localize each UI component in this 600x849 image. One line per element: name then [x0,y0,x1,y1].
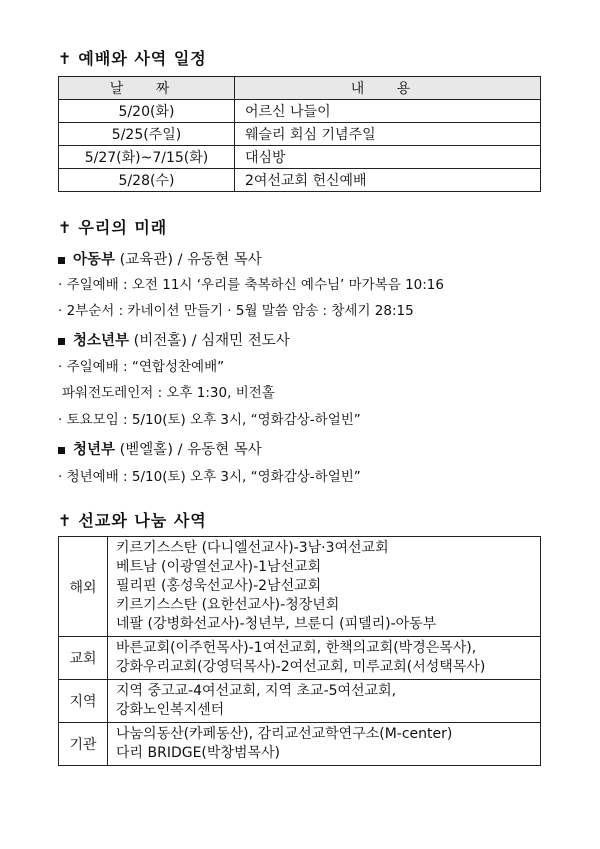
row-content: 어르신 나들이 [235,100,541,123]
mission-key: 해외 [59,537,108,637]
cross-icon: ✝ [58,49,73,68]
table-row [59,723,541,766]
row-content: 웨슬리 회심 기념주일 [235,123,541,146]
mission-value: 나눔의동산(카페동산), 감리교선교학연구소(M-center) 다리 BRIDGE(박창범목사) [108,723,541,766]
header-date: 날 짜 [59,77,235,100]
table-row [59,637,541,680]
row-date: 5/20(화) [59,100,235,123]
youth-line-2: 파워전도레인저 : 오후 1:30, 비전홀 [62,385,275,401]
table-row [59,146,541,169]
mission-value: 키르기스스탄 (다니엘선교사)-3남·3여선교회 베트남 (이광열선교사)-1남선교회 필리핀 (홍성욱선교사)-2남선교회 키르기스스탄 (요한선교사)-청장년회 네팔 (강병화선교사)-청년부, 브룬디 (피델리)-아동부 [108,537,541,637]
table-row [59,680,541,723]
youth-line-3: · 토요모임 : 5/10(토) 오후 3시, “영화감상-하얼빈” [58,412,361,428]
mission-key: 기관 [59,723,108,766]
table-row [59,169,541,192]
young-adult-line-1: · 청년예배 : 5/10(토) 오후 3시, “영화감상-하얼빈” [58,469,361,485]
row-date: 5/27(화)~7/15(화) [59,146,235,169]
children-line-2: · 2부순서 : 카네이션 만들기 · 5월 말씀 암송 : 창세기 28:15 [58,303,414,319]
table-row [59,537,541,637]
table-header-row [59,77,541,100]
children-line-1: · 주일예배 : 오전 11시 ‘우리를 축복하신 예수님’ 마가복음 10:16 [58,277,444,293]
section-title-schedule: ✝ 예배와 사역 일정 [58,49,207,68]
square-bullet-icon [58,257,65,264]
section-title-future: ✝ 우리의 미래 [58,218,168,237]
dept-children: 아동부 (교육관) / 유동현 목사 [58,248,262,269]
row-date: 5/25(주일) [59,123,235,146]
row-content: 대심방 [235,146,541,169]
cross-icon: ✝ [58,511,73,530]
table-row [59,123,541,146]
mission-key: 교회 [59,637,108,680]
table-row [59,100,541,123]
row-date: 5/28(수) [59,169,235,192]
youth-line-1: · 주일예배 : “연합성찬예배” [58,359,225,375]
row-content: 2여선교회 헌신예배 [235,169,541,192]
dept-youth: 청소년부 (비전홀) / 심재민 전도사 [58,329,290,350]
cross-icon: ✝ [58,218,73,237]
schedule-table [58,76,541,192]
mission-key: 지역 [59,680,108,723]
mission-value: 지역 중고교-4여선교회, 지역 초교-5여선교회, 강화노인복지센터 [108,680,541,723]
square-bullet-icon [58,447,65,454]
mission-table [58,536,541,766]
header-content: 내 용 [235,77,541,100]
section-title-mission: ✝ 선교와 나눔 사역 [58,511,207,530]
dept-young-adult: 청년부 (벧엘홀) / 유동현 목사 [58,438,262,459]
square-bullet-icon [58,338,65,345]
mission-value: 바른교회(이주헌목사)-1여선교회, 한책의교회(박경은목사), 강화우리교회(강영덕목사)-2여선교회, 미루교회(서성택목사) [108,637,541,680]
